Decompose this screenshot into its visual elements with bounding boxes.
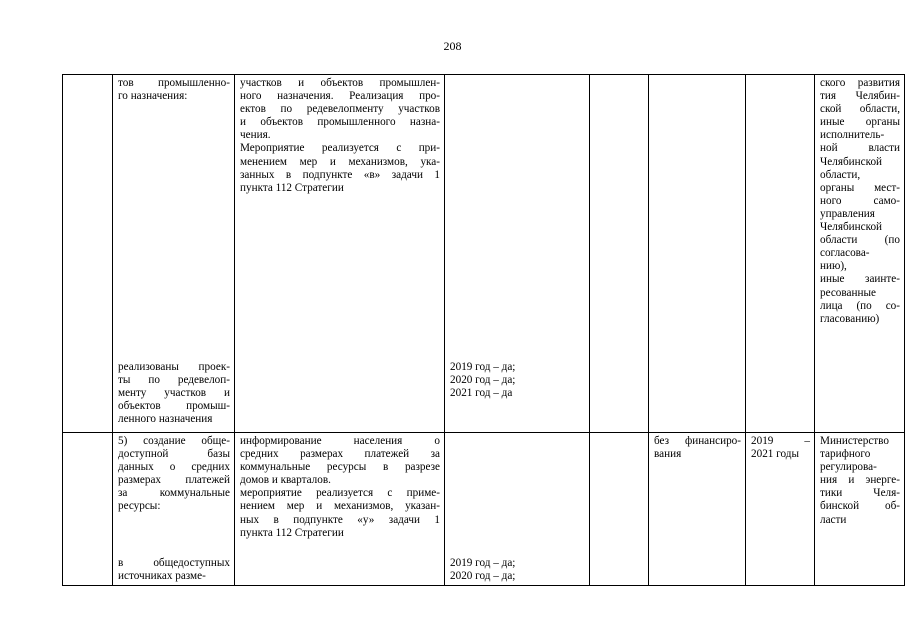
text-line: ресованные [820,286,876,299]
text-line: данных о средних [118,461,230,474]
text-line: ного назначения. Реализация про- [240,90,440,103]
text-line: ного само- [820,194,900,207]
text-line: занных в подпункте «в» задачи 1 [240,168,440,181]
text-line: лица (по со- [820,299,900,312]
text-line: доступной базы [118,448,230,461]
description-text [235,75,444,195]
text-line: участков и объектов промышлен- [240,77,440,89]
text-line: бинской об- [820,500,900,513]
text-line: ния и энерге- [820,474,900,487]
text-line: Челябинской [820,155,883,168]
text-line: коммунальные ресурсы в разрезе [240,461,440,474]
text-line: ской области, [820,103,900,116]
text-line: 5) создание обще- [118,435,230,447]
text-line: 2019 год – да; [450,557,516,569]
text-line: органы мест- [820,181,900,194]
text-line: менту участков и [118,387,230,400]
text-line: 2020 год – да; [450,374,516,387]
text-line: тия Челябин- [820,90,900,103]
text-line: иные органы [820,116,900,129]
responsible-text [815,433,904,527]
text-line: Челябинской [820,221,883,234]
text-line: гласованию) [820,312,880,325]
table-cell-empty [590,75,649,433]
table-cell-responsible [815,433,905,586]
text-line: области (по [820,234,900,247]
period-text [746,433,814,461]
table-cell-period [746,433,815,586]
table-cell-indicator [113,75,235,433]
text-line: реализованы проек- [118,361,230,373]
indicator-text-top [113,433,234,514]
table-cell-description [235,433,445,586]
text-line: 2019 год – да; [450,361,516,373]
text-line: ной власти [820,142,900,155]
text-line: управления [820,207,875,220]
responsible-text [815,75,904,326]
text-line: тарифного [820,448,871,461]
text-line: тов промышленно- [118,77,230,89]
text-line: го назначения: [118,90,188,103]
text-line: ты по редевелоп- [118,374,230,387]
indicator-text-top [113,75,234,103]
text-line: исполнитель- [820,129,885,142]
table-row [63,75,905,433]
table-row [63,433,905,586]
text-line: области, [820,168,861,181]
text-line: ленного назначения [118,413,213,426]
text-line: согласова- [820,247,870,260]
text-line: домов и кварталов. [240,474,331,487]
text-line: чения. [240,129,271,142]
text-line: 2021 годы [751,448,799,461]
text-line: и объектов промышленного назна- [240,116,440,129]
table-cell-funding [649,433,746,586]
text-line: иные заинте- [820,273,900,286]
text-line: размерах платежей [118,474,230,487]
values-text [445,359,589,400]
text-line: ных в подпункте «у» задачи 1 [240,513,440,526]
text-line: средних размерах платежей за [240,448,440,461]
table-cell-responsible [815,75,905,433]
text-line: Министерство [820,435,889,447]
table-cell-empty [590,433,649,586]
text-line: 2019 – [751,435,810,447]
table-cell-funding [649,75,746,433]
indicator-text-bottom [113,555,234,583]
text-line: Мероприятие реализуется с при- [240,142,440,155]
text-line: 2020 год – да; [450,570,516,583]
table-cell-number [63,75,113,433]
text-line: менением мер и механизмов, ука- [240,155,440,168]
text-line: нением мер и механизмов, указан- [240,500,440,513]
text-line: в общедоступных [118,557,230,569]
text-line: ласти [820,513,847,526]
values-text [445,555,589,583]
table-cell-values [445,433,590,586]
text-line: информирование населения о [240,435,440,447]
text-line: объектов промыш- [118,400,230,413]
table-cell-indicator [113,433,235,586]
text-line: 2021 год – да [450,387,513,400]
description-text [235,433,444,540]
text-line: ского развития [820,77,900,89]
text-line: регулирова- [820,461,877,474]
text-line: пункта 112 Стратегии [240,181,344,194]
table-cell-period [746,75,815,433]
text-line: нию), [820,260,847,273]
indicator-text-bottom [113,359,234,426]
text-line: ектов по редевелопменту участков [240,103,440,116]
table-cell-values [445,75,590,433]
text-line: ресурсы: [118,500,161,513]
text-line: тики Челя- [820,487,900,500]
table-cell-description [235,75,445,433]
text-line: вания [654,448,682,461]
funding-text [649,433,745,461]
text-line: без финансиро- [654,435,741,447]
text-line: пункта 112 Стратегии [240,526,344,539]
text-line: мероприятие реализуется с приме- [240,487,440,500]
text-line: за коммунальные [118,487,230,500]
page-number: 208 [443,39,462,53]
measures-table [62,74,905,586]
table-cell-number [63,433,113,586]
text-line: источниках разме- [118,570,206,583]
